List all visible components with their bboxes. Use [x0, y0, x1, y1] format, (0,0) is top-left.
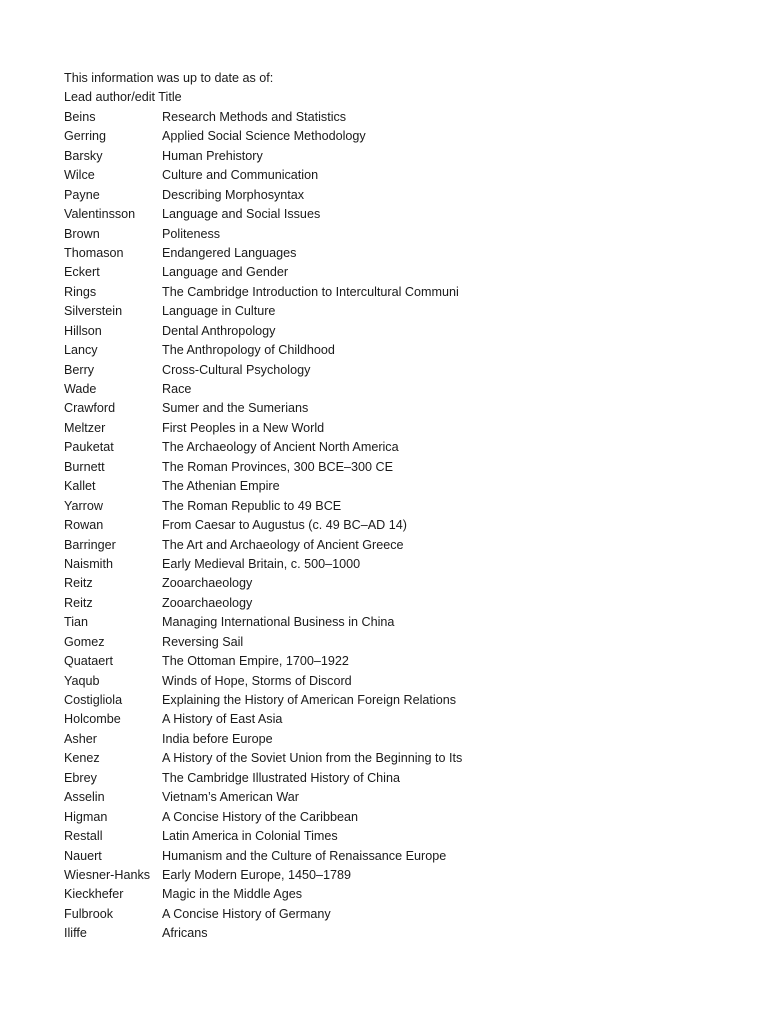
title-cell: A History of East Asia [162, 712, 283, 727]
author-cell: Gomez [64, 634, 105, 649]
title-cell: Human Prehistory [162, 148, 263, 163]
author-cell: Wiesner-Hanks [64, 867, 151, 882]
table-row [64, 263, 468, 282]
table-row [64, 691, 468, 710]
table-row [64, 652, 468, 671]
table-row [64, 399, 468, 418]
title-cell: First Peoples in a New World [162, 420, 325, 435]
author-cell: Fulbrook [64, 906, 113, 921]
table-row [64, 885, 468, 904]
table-row [64, 594, 468, 613]
table-row [64, 205, 468, 224]
table-row [64, 186, 468, 205]
title-cell: Language in Culture [162, 304, 276, 319]
title-cell: Politeness [162, 226, 221, 241]
author-cell: Thomason [64, 245, 124, 260]
title-cell: Magic in the Middle Ages [162, 887, 303, 902]
table-row [64, 341, 468, 360]
table-row [64, 536, 468, 555]
author-cell: Iliffe [64, 926, 87, 941]
column-headers: Lead author/edit Title [64, 90, 182, 105]
title-cell: Vietnam’s American War [162, 790, 299, 805]
table-row [64, 458, 468, 477]
author-cell: Barringer [64, 537, 116, 552]
table-row [64, 438, 468, 457]
author-cell: Berry [64, 362, 95, 377]
author-cell: Naismith [64, 556, 113, 571]
title-cell: India before Europe [162, 731, 273, 746]
title-cell: A History of the Soviet Union from the Beginning to Its [162, 751, 463, 766]
title-cell: The Roman Provinces, 300 BCE–300 CE [162, 459, 394, 474]
title-cell: A Concise History of the Caribbean [162, 809, 359, 824]
title-cell: Zooarchaeology [162, 576, 253, 591]
table-row [64, 866, 468, 885]
title-cell: Explaining the History of American Foreign Relations [162, 693, 456, 707]
author-cell: Wilce [64, 168, 95, 183]
table-row [64, 419, 468, 438]
table-row [64, 574, 468, 593]
table-row [64, 808, 468, 827]
table-row [64, 827, 468, 846]
table-row [64, 244, 468, 263]
title-cell: Early Medieval Britain, c. 500–1000 [162, 556, 361, 571]
author-cell: Valentinsson [64, 207, 136, 222]
author-cell: Hillson [64, 323, 102, 338]
author-cell: Kenez [64, 751, 100, 766]
author-cell: Ebrey [64, 770, 97, 785]
author-cell: Silverstein [64, 304, 123, 319]
table-row [64, 302, 468, 321]
table-row [64, 225, 468, 244]
table-row [64, 477, 468, 496]
table-row [64, 127, 468, 146]
table-row [64, 730, 468, 749]
table-row [64, 147, 468, 166]
title-cell: The Archaeology of Ancient North America [162, 440, 399, 455]
table-row [64, 108, 468, 127]
author-cell: Restall [64, 829, 103, 844]
table-row [64, 633, 468, 652]
author-cell: Eckert [64, 265, 100, 280]
author-cell: Reitz [64, 595, 93, 610]
title-cell: Culture and Communication [162, 168, 319, 183]
author-cell: Kieckhefer [64, 887, 124, 902]
title-cell: The Anthropology of Childhood [162, 343, 335, 358]
author-cell: Rowan [64, 518, 104, 533]
title-cell: Managing International Business in China [162, 615, 395, 630]
title-cell: Endangered Languages [162, 245, 297, 260]
author-cell: Wade [64, 382, 97, 396]
table-row [64, 788, 468, 807]
title-cell: The Athenian Empire [162, 479, 280, 494]
table-row [64, 769, 468, 788]
title-cell: Dental Anthropology [162, 323, 276, 338]
table-row [64, 613, 468, 632]
author-cell: Costigliola [64, 693, 123, 707]
title-cell: Cross-Cultural Psychology [162, 362, 311, 377]
title-cell: The Roman Republic to 49 BCE [162, 498, 342, 513]
table-row [64, 749, 468, 768]
title-cell: Describing Morphosyntax [162, 187, 305, 202]
title-cell: Race [162, 382, 192, 396]
author-cell: Tian [64, 615, 89, 630]
title-cell: Winds of Hope, Storms of Discord [162, 673, 352, 688]
title-cell: A Concise History of Germany [162, 906, 331, 921]
title-cell: Latin America in Colonial Times [162, 829, 338, 844]
table-row [64, 924, 468, 943]
author-cell: Kallet [64, 479, 96, 494]
title-cell: Sumer and the Sumerians [162, 401, 309, 416]
author-cell: Yaqub [64, 673, 100, 688]
table-row [64, 322, 468, 341]
author-cell: Quataert [64, 654, 114, 669]
table-row [64, 166, 468, 185]
spreadsheet-page [64, 69, 468, 944]
title-cell: Early Modern Europe, 1450–1789 [162, 867, 352, 882]
title-cell: From Caesar to Augustus (c. 49 BC–AD 14) [162, 518, 407, 533]
title-cell: Humanism and the Culture of Renaissance Europe [162, 848, 447, 863]
author-cell: Asher [64, 731, 97, 746]
table-row [64, 672, 468, 691]
title-cell: The Ottoman Empire, 1700–1922 [162, 654, 349, 669]
author-cell: Beins [64, 109, 96, 124]
title-cell: Research Methods and Statistics [162, 109, 347, 124]
title-cell: Applied Social Science Methodology [162, 129, 366, 144]
title-cell: Language and Social Issues [162, 207, 321, 222]
author-cell: Pauketat [64, 440, 114, 455]
author-cell: Lancy [64, 343, 98, 358]
author-cell: Payne [64, 187, 100, 202]
table-row [64, 497, 468, 516]
author-cell: Higman [64, 809, 108, 824]
table-row [64, 710, 468, 729]
title-cell: Reversing Sail [162, 634, 244, 649]
author-cell: Barsky [64, 148, 103, 163]
title-cell: The Cambridge Introduction to Intercultural Communi [162, 284, 459, 299]
author-cell: Nauert [64, 848, 102, 863]
title-cell: The Cambridge Illustrated History of China [162, 770, 400, 785]
author-cell: Holcombe [64, 712, 121, 727]
author-cell: Burnett [64, 459, 105, 474]
table-row [64, 905, 468, 924]
author-cell: Reitz [64, 576, 93, 591]
author-cell: Meltzer [64, 420, 106, 435]
update-note: This information was up to date as of: [64, 71, 274, 85]
table-row [64, 380, 468, 399]
author-cell: Yarrow [64, 498, 103, 513]
table-row [64, 516, 468, 535]
title-cell: Language and Gender [162, 265, 289, 280]
author-cell: Asselin [64, 790, 105, 805]
author-cell: Gerring [64, 129, 106, 144]
table-row [64, 555, 468, 574]
author-cell: Crawford [64, 401, 116, 416]
title-cell: Africans [162, 926, 208, 941]
table-row [64, 361, 468, 380]
table-row [64, 283, 468, 302]
author-cell: Rings [64, 284, 97, 299]
author-cell: Brown [64, 226, 100, 241]
title-cell: The Art and Archaeology of Ancient Greece [162, 537, 404, 552]
table-row [64, 847, 468, 866]
title-cell: Zooarchaeology [162, 595, 253, 610]
book-list [64, 108, 468, 944]
